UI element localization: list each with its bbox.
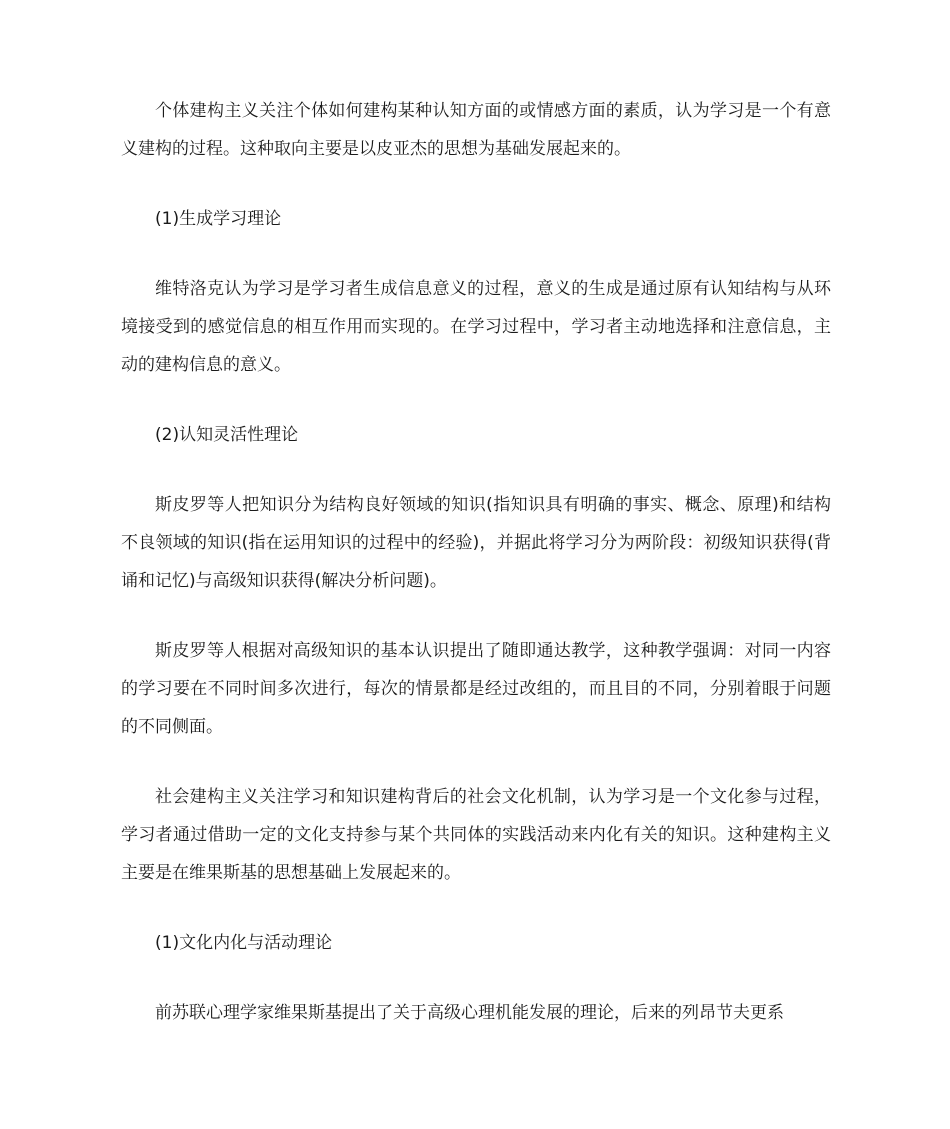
paragraph-vygotsky: 前苏联心理学家维果斯基提出了关于高级心理机能发展的理论，后来的列昂节夫更系	[155, 1003, 784, 1023]
paragraph-wittrock: 维特洛克认为学习是学习者生成信息意义的过程，意义的生成是通过原有认知结构与从环境接受到的感觉信息的相互作用而实现的。在学习过程中，学习者主动地选择和注意信息，主动的建构信息的意义。	[121, 279, 831, 375]
paragraph-social-constructivism: 社会建构主义关注学习和知识建构背后的社会文化机制，认为学习是一个文化参与过程，学习者通过借助一定的文化支持参与某个共同体的实践活动来内化有关的知识。这种建构主义主要是在维果斯基的思想基础上发展起来的。	[121, 787, 831, 883]
paragraph-spiro-teaching: 斯皮罗等人根据对高级知识的基本认识提出了随即通达教学，这种教学强调：对同一内容的学习要在不同时间多次进行，每次的情景都是经过改组的，而且目的不同，分别着眼于问题的不同侧面。	[121, 641, 831, 737]
paragraph-individual-constructivism: 个体建构主义关注个体如何建构某种认知方面的或情感方面的素质，认为学习是一个有意义建构的过程。这种取向主要是以皮亚杰的思想为基础发展起来的。	[121, 101, 831, 159]
heading-generative-learning: (1)生成学习理论	[155, 209, 282, 229]
heading-cognitive-flexibility: (2)认知灵活性理论	[155, 425, 299, 445]
document-page	[121, 92, 831, 1064]
heading-cultural-internalization: (1)文化内化与活动理论	[155, 933, 333, 953]
paragraph-spiro-knowledge: 斯皮罗等人把知识分为结构良好领域的知识(指知识具有明确的事实、概念、原理)和结构不良领域的知识(指在运用知识的过程中的经验)，并据此将学习分为两阶段：初级知识获得(背诵和记忆)与高级知识获得(解决分析问题)。	[121, 495, 831, 591]
